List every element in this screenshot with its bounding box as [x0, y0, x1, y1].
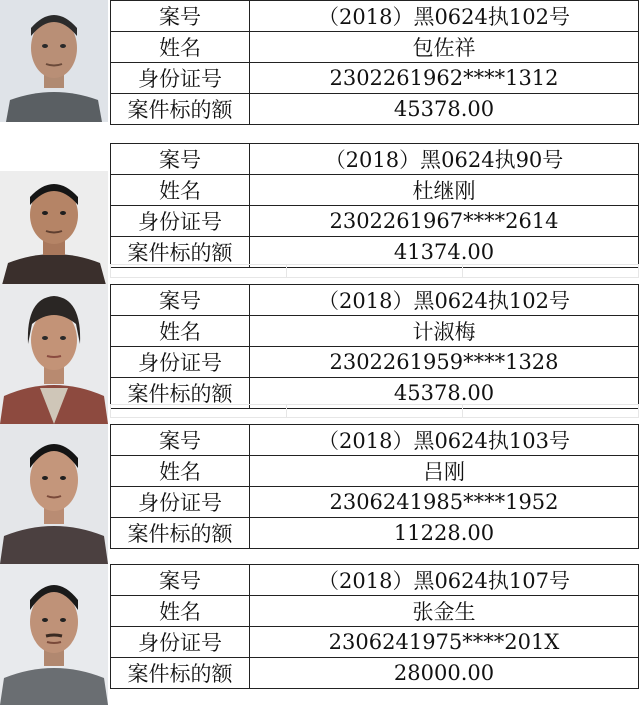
amount-value: 11228.00 [250, 518, 639, 549]
case-no-value: （2018）黑0624执90号 [250, 144, 639, 175]
name-label: 姓名 [111, 32, 250, 63]
person-photo [0, 564, 108, 705]
id-no-label: 身份证号 [111, 627, 250, 658]
amount-value: 45378.00 [250, 94, 639, 125]
spacer-row [110, 264, 639, 278]
record-table [110, 0, 639, 125]
id-no-label: 身份证号 [111, 206, 250, 237]
id-no-label: 身份证号 [111, 347, 250, 378]
case-no-label: 案号 [111, 144, 250, 175]
amount-label: 案件标的额 [111, 237, 250, 268]
name-label: 姓名 [111, 316, 250, 347]
name-value: 包佐祥 [250, 32, 639, 63]
spacer-row [110, 404, 639, 418]
record-3 [0, 284, 640, 424]
name-label: 姓名 [111, 456, 250, 487]
id-no-value: 2302261967****2614 [250, 206, 639, 237]
case-no-value: （2018）黑0624执102号 [250, 1, 639, 32]
name-value: 张金生 [250, 596, 639, 627]
person-photo [0, 424, 108, 564]
case-no-value: （2018）黑0624执107号 [250, 565, 639, 596]
case-no-label: 案号 [111, 425, 250, 456]
amount-value: 28000.00 [250, 658, 639, 689]
amount-value: 45378.00 [250, 378, 639, 409]
person-photo [0, 171, 108, 285]
id-no-value: 2306241985****1952 [250, 487, 639, 518]
amount-label: 案件标的额 [111, 658, 250, 689]
case-no-label: 案号 [111, 285, 250, 316]
record-table [110, 424, 639, 549]
id-no-label: 身份证号 [111, 487, 250, 518]
case-no-label: 案号 [111, 565, 250, 596]
amount-label: 案件标的额 [111, 518, 250, 549]
person-photo [0, 0, 108, 122]
record-4 [0, 424, 640, 564]
record-table [110, 284, 639, 409]
name-value: 计淑梅 [250, 316, 639, 347]
case-no-value: （2018）黑0624执102号 [250, 285, 639, 316]
amount-label: 案件标的额 [111, 94, 250, 125]
name-value: 吕刚 [250, 456, 639, 487]
case-no-value: （2018）黑0624执103号 [250, 425, 639, 456]
name-label: 姓名 [111, 175, 250, 206]
id-no-label: 身份证号 [111, 63, 250, 94]
name-label: 姓名 [111, 596, 250, 627]
record-5 [0, 564, 640, 705]
amount-value: 41374.00 [250, 237, 639, 268]
case-no-label: 案号 [111, 1, 250, 32]
name-value: 杜继刚 [250, 175, 639, 206]
id-no-value: 2302261962****1312 [250, 63, 639, 94]
person-photo [0, 284, 108, 424]
amount-label: 案件标的额 [111, 378, 250, 409]
id-no-value: 2302261959****1328 [250, 347, 639, 378]
id-no-value: 2306241975****201X [250, 627, 639, 658]
record-1 [0, 0, 640, 122]
record-table [110, 564, 639, 689]
record-table [110, 143, 639, 268]
